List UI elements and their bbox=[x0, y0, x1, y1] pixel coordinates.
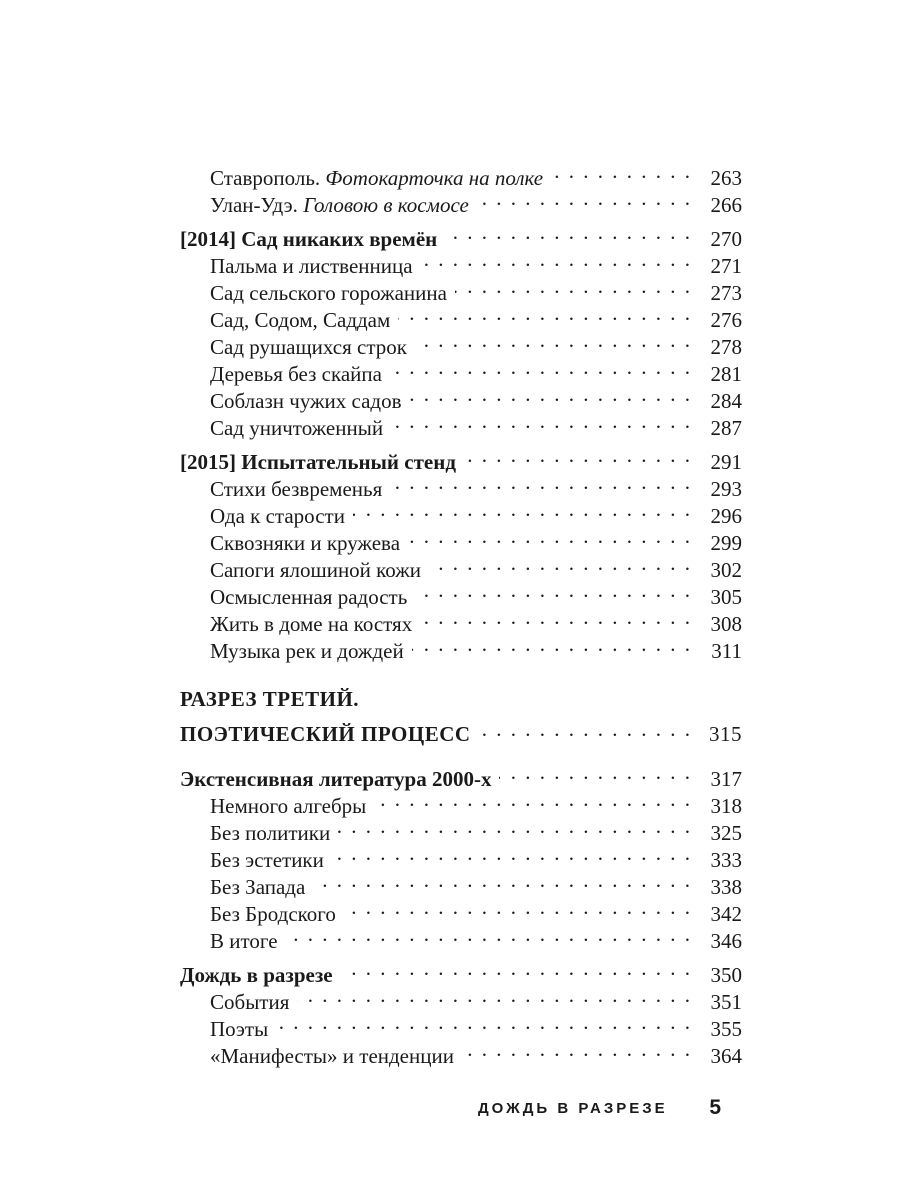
dot-leader bbox=[390, 469, 692, 496]
toc-section[interactable] bbox=[180, 219, 742, 251]
dot-leader bbox=[479, 714, 692, 741]
page-number: 5 bbox=[709, 1096, 721, 1119]
toc-entry-label: Сад рушащихся строк bbox=[210, 335, 407, 359]
dot-leader bbox=[429, 550, 692, 577]
dot-leader bbox=[398, 300, 692, 327]
toc-part-title-line2: ПОЭТИЧЕСКИЙ ПРОЦЕСС bbox=[180, 722, 471, 746]
dot-leader bbox=[551, 158, 692, 185]
toc-entry-label: Жить в доме на костях bbox=[210, 612, 413, 636]
toc-entry-label: Немного алгебры bbox=[210, 794, 367, 818]
toc-part[interactable] bbox=[180, 714, 742, 744]
page-footer bbox=[478, 1096, 748, 1126]
dot-leader bbox=[276, 1009, 692, 1036]
dot-leader bbox=[464, 442, 692, 469]
toc-page-number: 284 bbox=[710, 389, 742, 413]
toc-entry-label: Соблазн чужих садов bbox=[210, 389, 402, 413]
dot-leader bbox=[462, 1036, 692, 1063]
dot-leader bbox=[420, 604, 692, 631]
toc-page-number: 350 bbox=[710, 963, 742, 987]
dot-leader bbox=[499, 759, 692, 786]
toc-entry-label: Сквозняки и кружева bbox=[210, 531, 401, 555]
toc-entry-label: Без эстетики bbox=[210, 848, 324, 872]
dot-leader bbox=[374, 786, 692, 813]
toc-entry-label: Без Запада bbox=[210, 875, 306, 899]
toc-entry-label: Без политики bbox=[210, 821, 331, 845]
toc-part-title-line1: РАЗРЕЗ ТРЕТИЙ. bbox=[180, 687, 360, 711]
toc-entry-label: Осмысленная радость bbox=[210, 585, 408, 609]
dot-leader bbox=[410, 381, 692, 408]
dot-leader bbox=[338, 813, 692, 840]
toc-entry[interactable] bbox=[180, 158, 742, 190]
toc-page-number: 315 bbox=[709, 722, 742, 746]
toc-entry-label: Без Бродского bbox=[210, 902, 336, 926]
toc-page-number: 305 bbox=[710, 585, 742, 609]
toc-page-number: 308 bbox=[710, 612, 742, 636]
toc-entry-label: Улан-Удэ. Головою в космосе bbox=[210, 193, 469, 217]
dot-leader bbox=[313, 867, 692, 894]
toc-page-number: 278 bbox=[710, 335, 742, 359]
toc-page-number: 302 bbox=[710, 558, 742, 582]
toc-page-number: 273 bbox=[710, 281, 742, 305]
toc-entry-label: Музыка рек и дождей bbox=[210, 639, 404, 663]
toc-entry-label: Ода к старости bbox=[210, 504, 345, 528]
table-of-contents bbox=[180, 158, 742, 1068]
dot-leader bbox=[408, 523, 692, 550]
toc-page-number: 270 bbox=[710, 227, 742, 251]
toc-entry-label: В итоге bbox=[210, 929, 278, 953]
dot-leader bbox=[391, 408, 692, 435]
toc-entry-label: Сад, Содом, Саддам bbox=[210, 308, 391, 332]
toc-entry-label: Сапоги ялошиной кожи bbox=[210, 558, 422, 582]
toc-section[interactable] bbox=[180, 759, 742, 791]
dot-leader bbox=[297, 982, 692, 1009]
dot-leader bbox=[390, 354, 692, 381]
toc-page-number: 317 bbox=[710, 767, 742, 791]
toc-page-number: 364 bbox=[710, 1044, 742, 1068]
toc-page-number: 311 bbox=[711, 639, 742, 663]
toc-entry-label: Пальма и лиственница bbox=[210, 254, 413, 278]
running-title: ДОЖДЬ В РАЗРЕЗЕ bbox=[478, 1100, 668, 1117]
toc-page-number: 338 bbox=[710, 875, 742, 899]
toc-entry-label: Сад уничтоженный bbox=[210, 416, 384, 440]
toc-entry-label: «Манифесты» и тенденции bbox=[210, 1044, 454, 1068]
toc-page-number: 318 bbox=[710, 794, 742, 818]
toc-section-label: [2014] Сад никаких времён bbox=[180, 227, 438, 251]
dot-leader bbox=[286, 921, 692, 948]
toc-page-number: 342 bbox=[710, 902, 742, 926]
toc-page-number: 293 bbox=[710, 477, 742, 501]
toc-page-number: 333 bbox=[710, 848, 742, 872]
dot-leader bbox=[445, 219, 692, 246]
dot-leader bbox=[421, 246, 692, 273]
dot-leader bbox=[412, 631, 692, 658]
dot-leader bbox=[353, 496, 692, 523]
dot-leader bbox=[341, 955, 692, 982]
toc-page-number: 296 bbox=[710, 504, 742, 528]
dot-leader bbox=[477, 185, 692, 212]
dot-leader bbox=[415, 327, 692, 354]
toc-entry-label: Деревья без скайпа bbox=[210, 362, 382, 386]
toc-page-number: 355 bbox=[710, 1017, 742, 1041]
toc-section[interactable] bbox=[180, 442, 742, 474]
toc-page-number: 287 bbox=[710, 416, 742, 440]
toc-page-number: 271 bbox=[710, 254, 742, 278]
toc-section-label: [2015] Испытательный стенд bbox=[180, 450, 456, 474]
toc-page-number: 351 bbox=[710, 990, 742, 1014]
toc-section-label: Дождь в разрезе bbox=[180, 963, 333, 987]
toc-entry-label: События bbox=[210, 990, 290, 1014]
dot-leader bbox=[344, 894, 692, 921]
toc-page-number: 276 bbox=[710, 308, 742, 332]
toc-page-number: 291 bbox=[710, 450, 742, 474]
toc-entry-label: Стихи безвременья bbox=[210, 477, 383, 501]
toc-page-number: 346 bbox=[710, 929, 742, 953]
dot-leader bbox=[415, 577, 692, 604]
dot-leader bbox=[455, 273, 692, 300]
toc-entry-label: Сад сельского горожанина bbox=[210, 281, 447, 305]
toc-section-label: Экстенсивная литература 2000-х bbox=[180, 767, 492, 791]
toc-page-number: 281 bbox=[710, 362, 742, 386]
toc-page-number: 325 bbox=[710, 821, 742, 845]
toc-entry-label: Ставрополь. Фотокарточка на полке bbox=[210, 166, 544, 190]
toc-page-number: 263 bbox=[710, 166, 742, 190]
dot-leader bbox=[332, 840, 692, 867]
toc-entry-label: Поэты bbox=[210, 1017, 269, 1041]
toc-section[interactable] bbox=[180, 955, 742, 987]
toc-page-number: 266 bbox=[710, 193, 742, 217]
toc-page-number: 299 bbox=[710, 531, 742, 555]
